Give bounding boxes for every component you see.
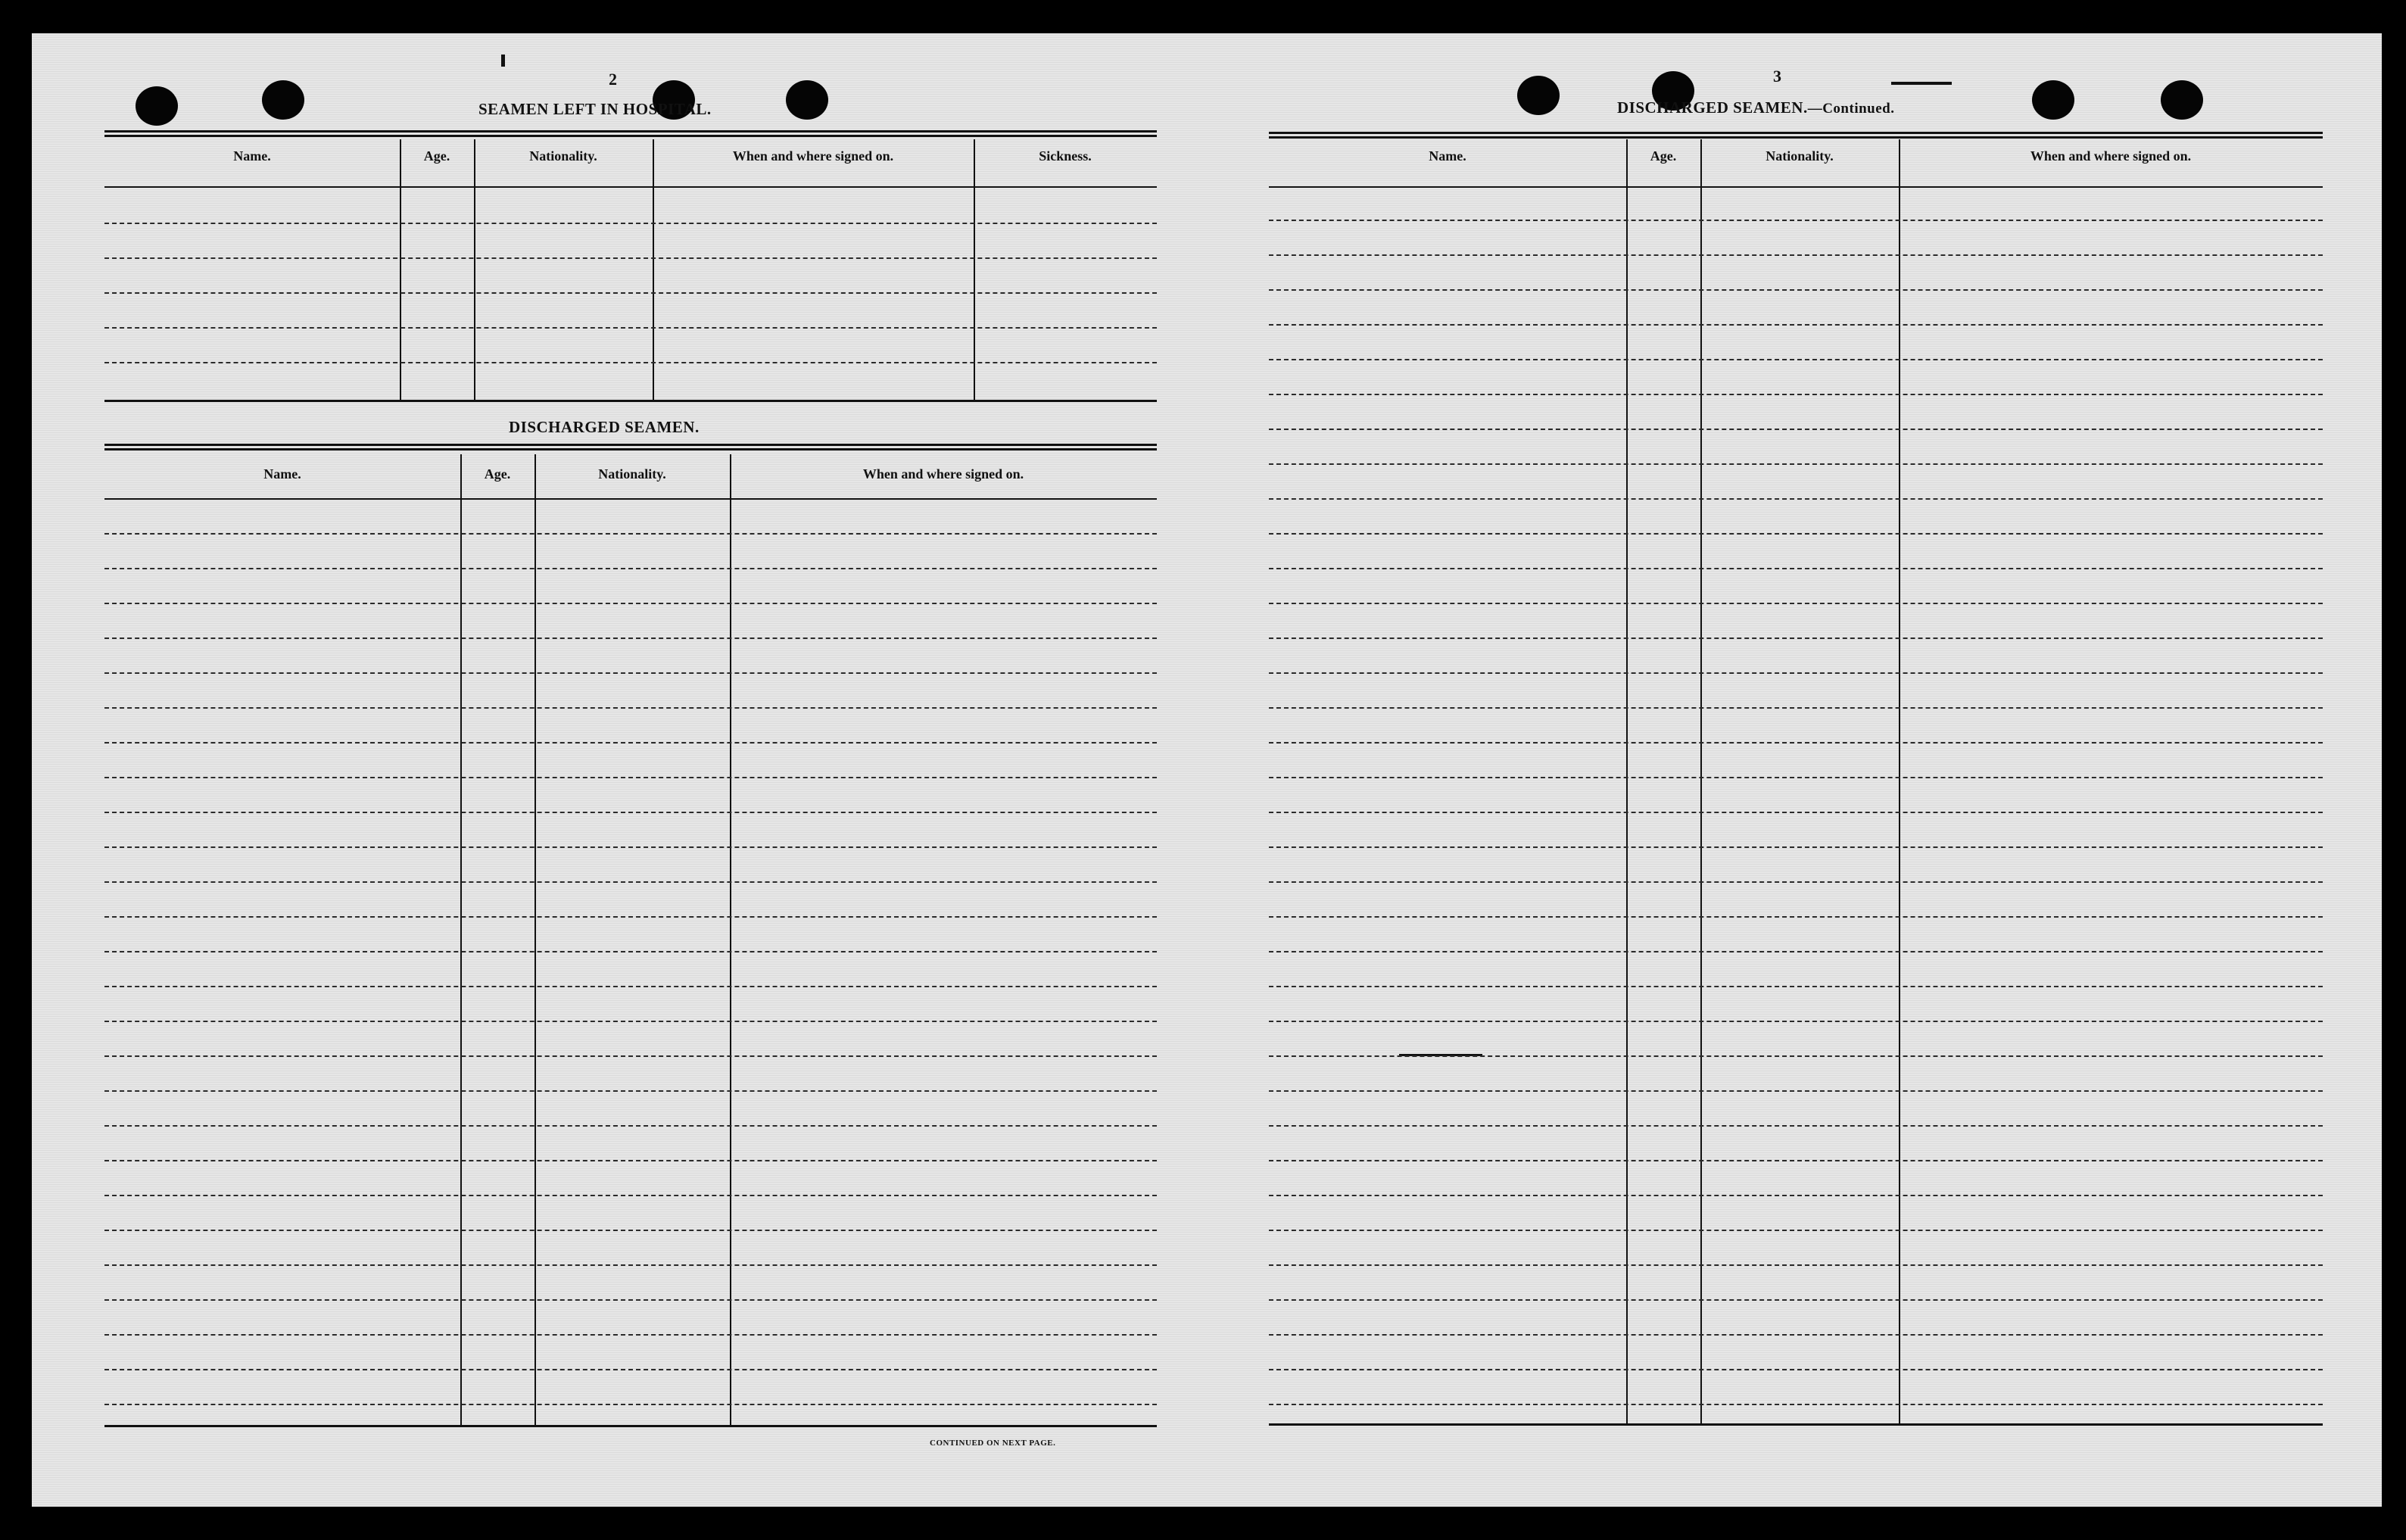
table-row-line <box>1269 1299 2323 1301</box>
col-header-sickness: Sickness. <box>1039 148 1092 164</box>
punch-hole <box>136 86 178 126</box>
table-row-line <box>1269 846 2323 848</box>
table-row-line <box>1269 951 2323 952</box>
hospital-bottom-rule <box>104 400 1157 404</box>
col-header-signed-on: When and where signed on. <box>862 466 1024 482</box>
right-bottom-rule <box>1269 1423 2323 1428</box>
table-row-line <box>104 951 1157 952</box>
punch-hole <box>2032 80 2074 120</box>
table-row-line <box>1269 1125 2323 1127</box>
table-row-line <box>104 1055 1157 1057</box>
table-row-line <box>104 1160 1157 1161</box>
col-header-name: Name. <box>233 148 271 164</box>
table-row-line <box>104 707 1157 709</box>
table-row-line <box>104 1021 1157 1022</box>
table-row-line <box>1269 1369 2323 1370</box>
table-row-line <box>104 672 1157 674</box>
table-row-line <box>104 223 1157 224</box>
col-header-signed-on: When and where signed on. <box>732 148 894 164</box>
discharged-section-title: DISCHARGED SEAMEN. <box>509 418 700 436</box>
table-row-line <box>104 603 1157 604</box>
discharged-subheader-rule <box>104 498 1157 500</box>
hospital-section-title: SEAMEN LEFT IN HOSPITAL. <box>478 100 712 118</box>
table-row-line <box>1269 881 2323 883</box>
table-row-line <box>1269 1055 2323 1057</box>
discharged-continued-title <box>1617 98 1894 117</box>
table-row-line <box>104 638 1157 639</box>
col-header-name: Name. <box>263 466 301 482</box>
table-row-line <box>1269 289 2323 291</box>
punch-hole <box>786 80 828 120</box>
col-divider <box>534 454 536 1426</box>
col-header-nationality: Nationality. <box>529 148 597 164</box>
table-row-line <box>104 1125 1157 1127</box>
table-row-line <box>1269 672 2323 674</box>
table-row-line <box>104 362 1157 363</box>
hospital-header-rule <box>104 130 1157 137</box>
document-sheet <box>32 33 2382 1507</box>
punch-hole <box>1517 76 1560 115</box>
table-row-line <box>1269 812 2323 813</box>
table-row-line <box>104 1299 1157 1301</box>
table-row-line <box>1269 1160 2323 1161</box>
table-row-line <box>1269 463 2323 465</box>
col-header-nationality: Nationality. <box>1766 148 1834 164</box>
table-row-line <box>1269 498 2323 500</box>
ink-speck <box>1891 82 1952 85</box>
table-row-line <box>1269 220 2323 221</box>
page-number-right: 3 <box>1773 67 1781 86</box>
discharged-continued-title-suffix: —Continued. <box>1807 101 1895 117</box>
col-header-signed-on: When and where signed on. <box>2030 148 2192 164</box>
table-row-line <box>104 846 1157 848</box>
right-subheader-rule <box>1269 186 2323 188</box>
table-row-line <box>1269 1021 2323 1022</box>
table-row-line <box>104 1404 1157 1405</box>
right-header-rule <box>1269 132 2323 139</box>
ink-speck <box>501 55 505 67</box>
discharged-continued-title-main: DISCHARGED SEAMEN. <box>1617 98 1808 117</box>
table-row-line <box>104 533 1157 535</box>
table-row-line <box>104 777 1157 778</box>
table-row-line <box>104 812 1157 813</box>
table-row-line <box>1269 707 2323 709</box>
hospital-subheader-rule <box>104 186 1157 188</box>
table-row-line <box>1269 777 2323 778</box>
table-row-line <box>104 327 1157 329</box>
table-row-line <box>1269 1404 2323 1405</box>
table-row-line <box>1269 1090 2323 1092</box>
col-header-name: Name. <box>1429 148 1466 164</box>
table-row-line <box>1269 324 2323 326</box>
table-row-line <box>104 1369 1157 1370</box>
table-row-line <box>1269 254 2323 256</box>
table-row-line <box>1269 742 2323 744</box>
table-row-line <box>1269 638 2323 639</box>
table-row-line <box>1269 986 2323 987</box>
table-row-line <box>1269 394 2323 395</box>
punch-hole <box>262 80 304 120</box>
table-row-line <box>1269 1195 2323 1196</box>
table-row-line <box>104 257 1157 259</box>
table-row-line <box>104 1230 1157 1231</box>
punch-hole <box>2161 80 2203 120</box>
col-header-nationality: Nationality. <box>598 466 666 482</box>
table-row-line <box>1269 568 2323 569</box>
discharged-bottom-rule <box>104 1425 1157 1429</box>
table-row-line <box>1269 359 2323 360</box>
table-row-line <box>1269 1264 2323 1266</box>
table-row-line <box>1269 1230 2323 1231</box>
col-divider <box>730 454 731 1426</box>
table-row-line <box>104 292 1157 294</box>
continued-footer: CONTINUED ON NEXT PAGE. <box>930 1439 1056 1448</box>
table-row-line <box>104 742 1157 744</box>
table-row-line <box>104 1334 1157 1336</box>
col-header-age: Age. <box>484 466 511 482</box>
table-row-line <box>104 1264 1157 1266</box>
table-row-line <box>1269 603 2323 604</box>
table-row-line <box>1269 429 2323 430</box>
table-row-line <box>104 916 1157 918</box>
table-row-line <box>1269 916 2323 918</box>
col-header-age: Age. <box>1650 148 1677 164</box>
table-row-line <box>1269 1334 2323 1336</box>
table-row-line <box>104 568 1157 569</box>
page-number-left: 2 <box>609 70 617 89</box>
table-row-line <box>104 881 1157 883</box>
table-row-line <box>1269 533 2323 535</box>
discharged-header-rule <box>104 444 1157 450</box>
col-header-age: Age. <box>423 148 450 164</box>
table-row-line <box>104 1090 1157 1092</box>
table-row-line <box>104 986 1157 987</box>
col-divider <box>460 454 462 1426</box>
table-row-line <box>104 1195 1157 1196</box>
